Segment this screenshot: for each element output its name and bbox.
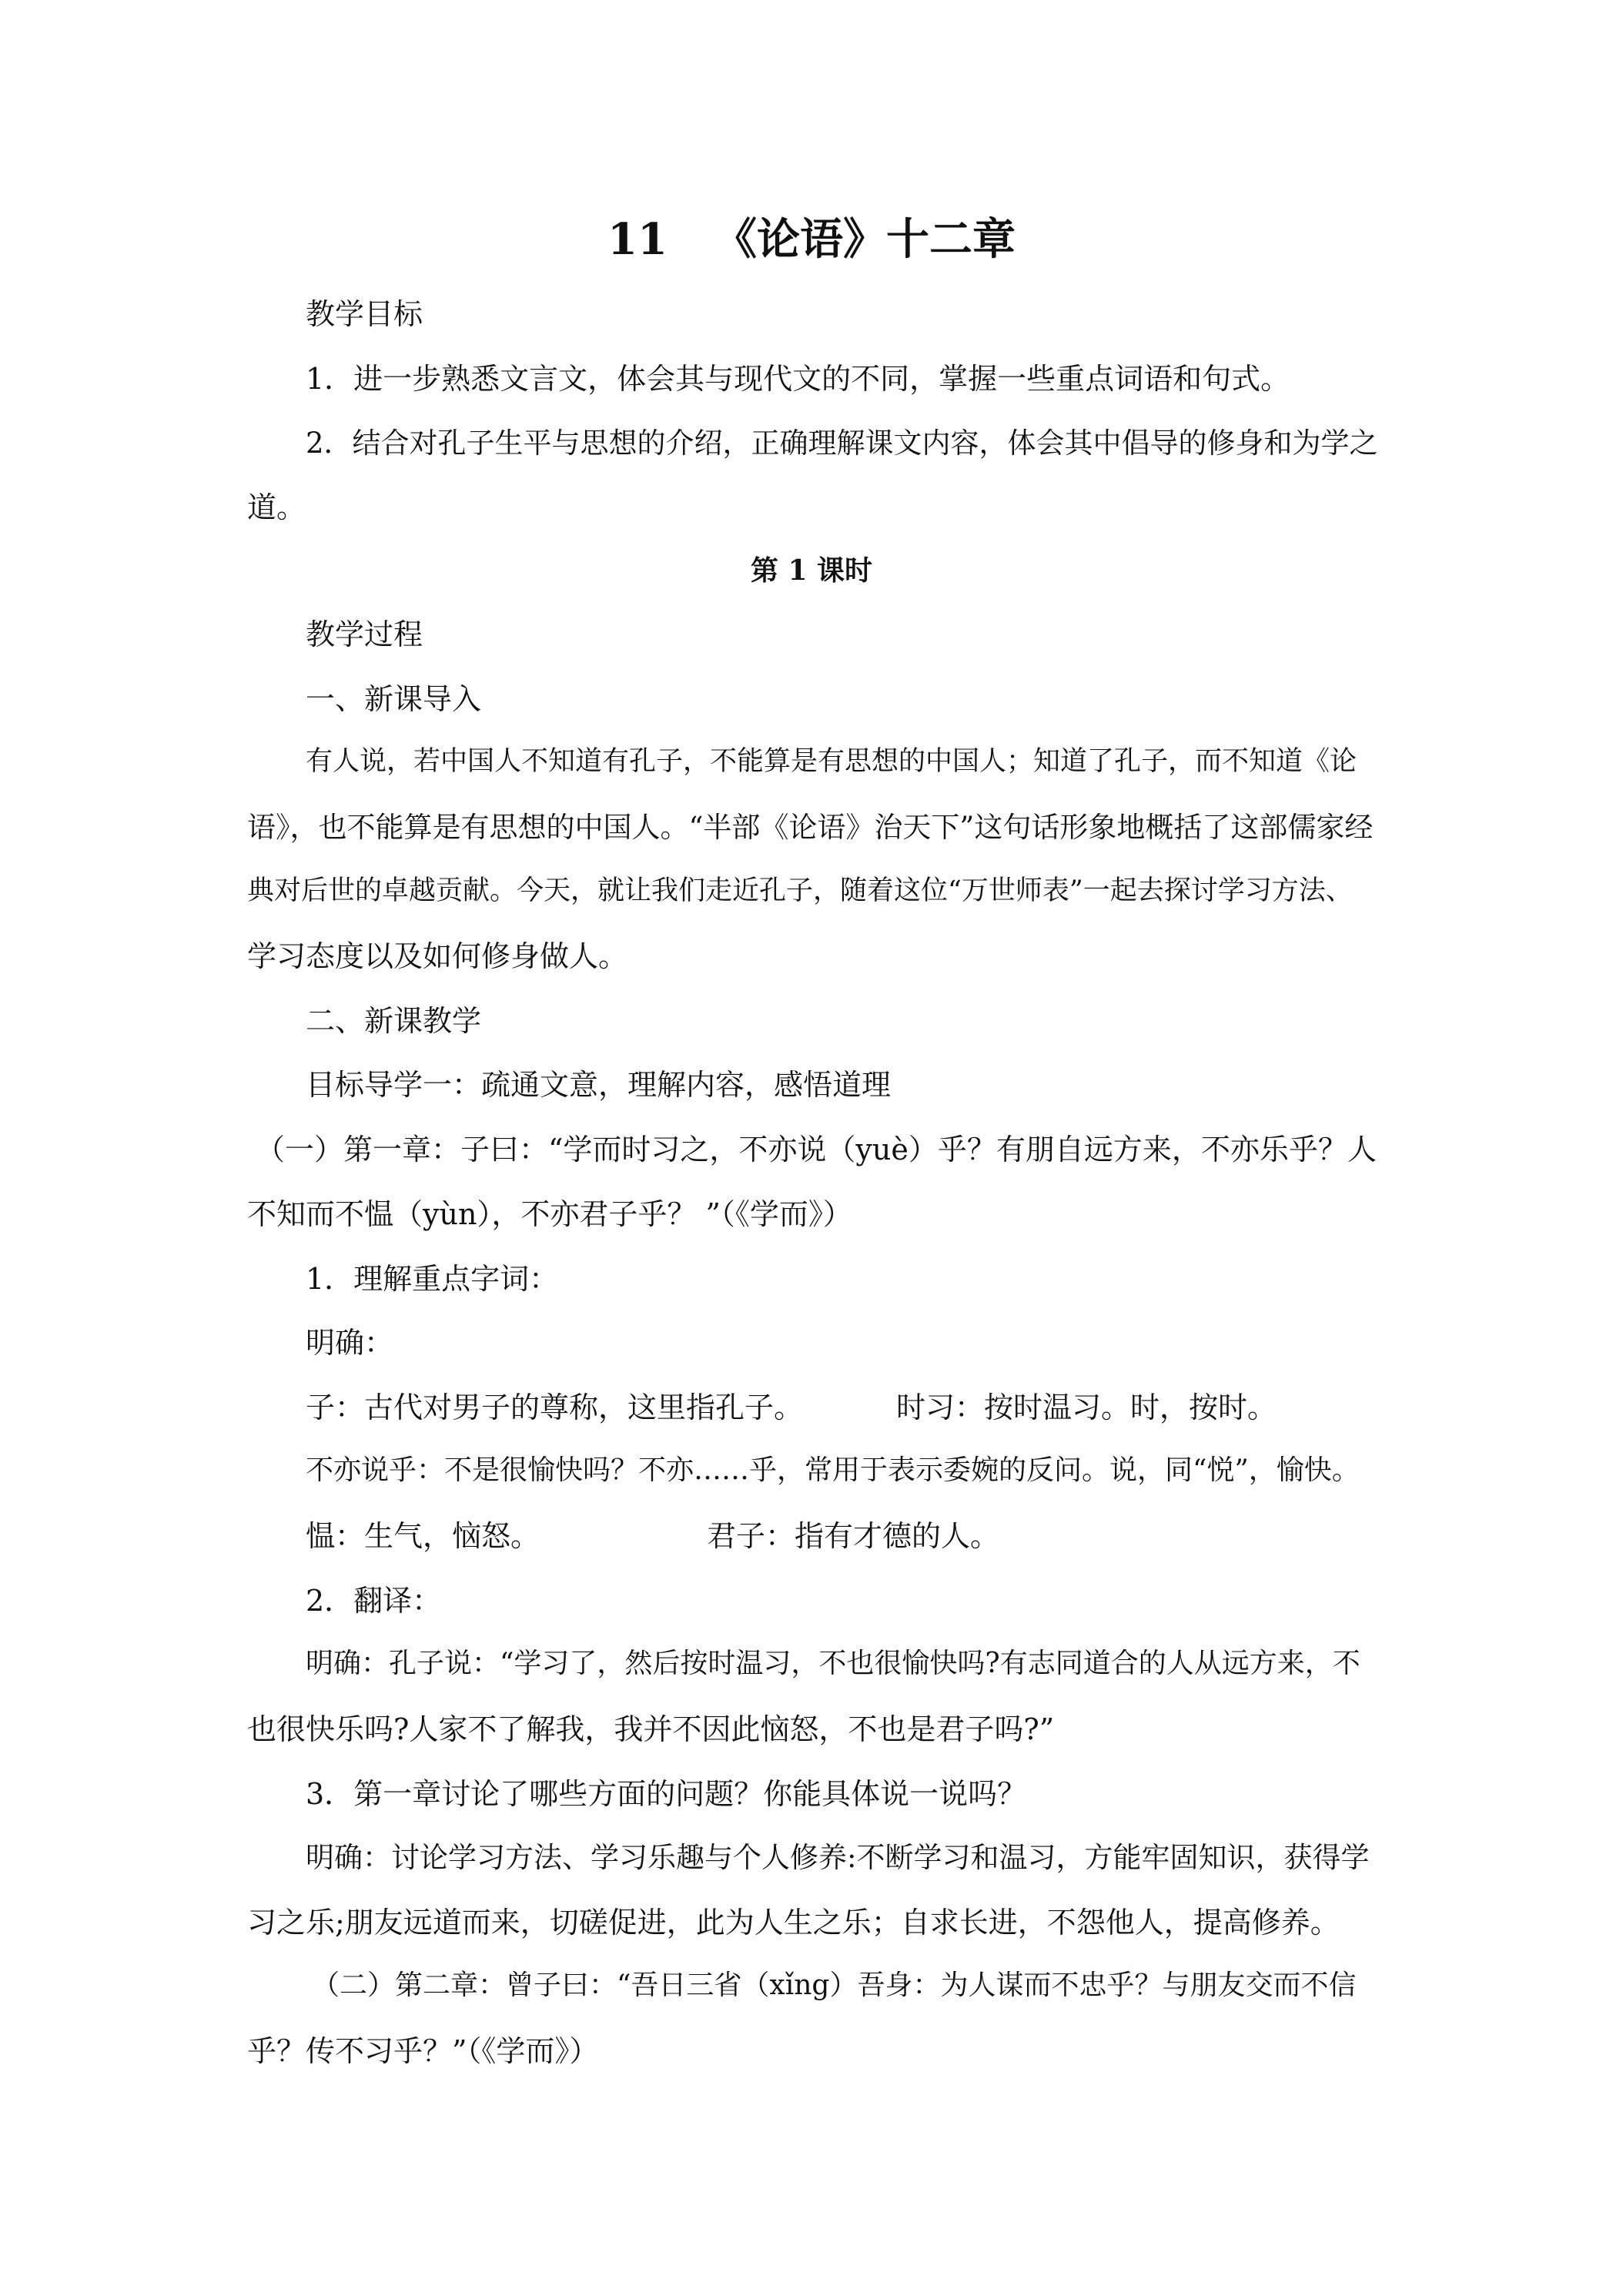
definition-zi: 子：古代对男子的尊称，这里指孔子。 [306,1391,804,1424]
lesson-number: 11 [607,214,668,265]
chapter-1-text-line-2: 不知而不愠（yùn），不亦君子乎？ ”（《学而》） [247,1197,852,1231]
definition-buyi: 不亦说乎：不是很愉快吗？不亦……乎，常用于表示委婉的反问。说，同“悦”，愉快。 [306,1454,1360,1486]
intro-paragraph-line-3: 典对后世的卓越贡献。今天，就让我们走近孔子，随着这位“万世师表”一起去探讨学习方法、 [247,875,1353,906]
section-heading-intro: 一、新课导入 [306,682,482,716]
definition-shixi: 时习：按时温习。时，按时。 [896,1391,1277,1424]
lesson-heading: 第 1 课时 [750,554,873,587]
objective-item-1: 1．进一步熟悉文言文，体会其与现代文的不同，掌握一些重点词语和句式。 [306,362,1290,396]
intro-paragraph-line-4: 学习态度以及如何修身做人。 [247,939,628,973]
title-text: 《论语》十二章 [713,214,1016,265]
answer-label: 明确： [306,1326,394,1360]
document-title [0,214,1623,265]
objective-item-2-line-1: 2．结合对孔子生平与思想的介绍，正确理解课文内容，体会其中倡导的修身和为学之 [306,427,1378,460]
section-heading-new-lesson: 二、新课教学 [306,1004,482,1038]
answer-3-line-2: 习之乐;朋友远道而来，切磋促进，此为人生之乐；自求长进，不怨他人，提高修养。 [247,1906,1340,1940]
chapter-1-text-line-1: （一）第一章：子曰：“学而时习之，不亦说（yuè）乎？有朋自远方来，不亦乐乎？人 [256,1133,1377,1166]
definition-junzi: 君子：指有才德的人。 [707,1519,1000,1553]
question-2: 2．翻译： [306,1584,442,1618]
process-heading: 教学过程 [306,618,423,651]
chapter-2-text-line-1: （二）第二章：曾子曰：“吾日三省（xǐng）吾身：为人谋而不忠乎？与朋友交而不信 [312,1970,1357,2001]
objective-item-2-line-2: 道。 [247,490,306,524]
intro-paragraph-line-1: 有人说，若中国人不知道有孔子，不能算是有思想的中国人；知道了孔子，而不知道《论 [306,746,1357,777]
objectives-heading: 教学目标 [306,297,423,331]
definition-yun: 愠：生气，恼怒。 [306,1519,540,1553]
translation-line-1: 明确：孔子说：“学习了，然后按时温习，不也很愉快吗?有志同道合的人从远方来，不 [306,1648,1360,1679]
translation-line-2: 也很快乐吗?人家不了解我，我并不因此恼怒，不也是君子吗?” [247,1712,1055,1746]
intro-paragraph-line-2: 语》，也不能算是有思想的中国人。“半部《论语》治天下”这句话形象地概括了这部儒家经 [247,811,1374,844]
goal-heading: 目标导学一：疏通文意，理解内容，感悟道理 [306,1068,892,1102]
question-3: 3．第一章讨论了哪些方面的问题？你能具体说一说吗？ [306,1777,1027,1811]
chapter-2-text-line-2: 乎？传不习乎？”（《学而》） [247,2034,599,2068]
answer-3-line-1: 明确：讨论学习方法、学习乐趣与个人修养:不断学习和温习，方能牢固知识，获得学 [306,1841,1370,1874]
question-1: 1．理解重点字词： [306,1262,559,1296]
